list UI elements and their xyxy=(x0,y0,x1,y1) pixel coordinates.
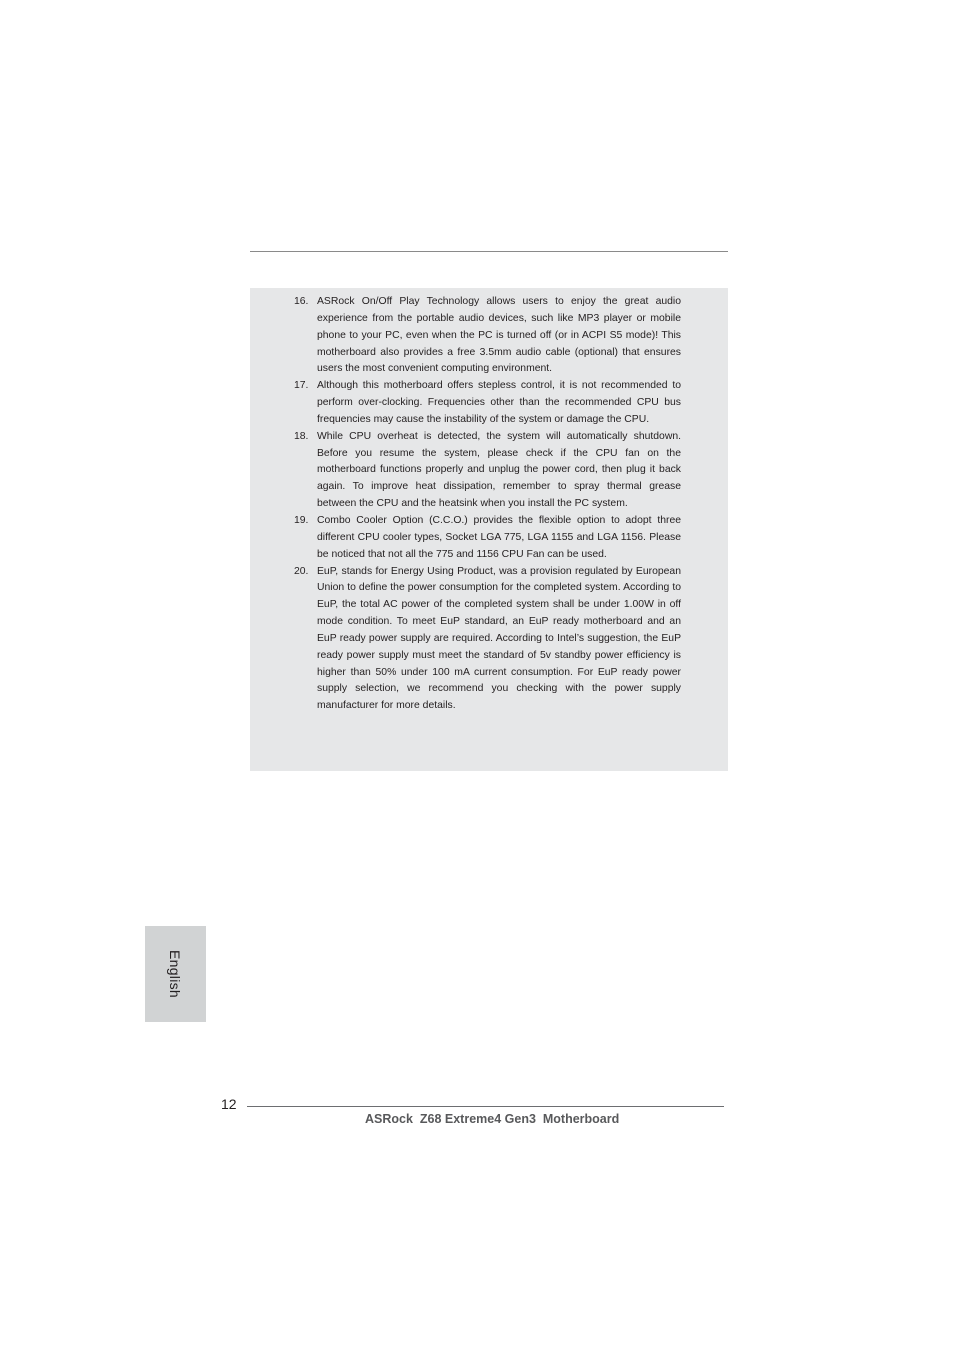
notes-panel xyxy=(250,288,728,771)
note-text: EuP, stands for Energy Using Product, was a provision regulated by European Union to define the power consumption for the completed system. According to EuP, the total AC power of the completed system shall be under 1.00W in off mode condition. To meet EuP standard, an EuP ready motherboard and an EuP ready power supply are required. According to Intel’s suggestion, the EuP ready power supply must meet the standard of 5v standby power efficiency is higher than 50% under 100 mA current consumption. For EuP ready power supply selection, we recommend you checking with the power supply manufacturer for more details. xyxy=(317,565,681,712)
note-item-19 xyxy=(294,513,681,564)
note-item-18 xyxy=(294,429,681,513)
footer-title: ASRock Z68 Extreme4 Gen3 Motherboard xyxy=(365,1112,620,1126)
note-number: 16. xyxy=(294,296,309,307)
note-number: 19. xyxy=(294,514,309,526)
note-text: Although this motherboard offers stepless control, it is not recommended to perform over-clocking. Frequencies other than the recommended CPU bus frequencies may cause the instability of the system or damage the CPU. xyxy=(317,380,681,425)
header-divider xyxy=(250,251,728,252)
note-item-20 xyxy=(294,564,681,716)
note-text: Combo Cooler Option (C.C.O.) provides the flexible option to adopt three different CPU cooler types, Socket LGA 775, LGA 1155 and LGA 1156. Please be noticed that not all the 775 and 1156 CPU Fan can be used. xyxy=(317,514,681,560)
language-label: English xyxy=(167,949,183,999)
note-item-16 xyxy=(294,294,681,378)
note-item-17 xyxy=(294,378,681,429)
note-text: ASRock On/Off Play Technology allows users to enjoy the great audio experience from the portable audio devices, such like MP3 player or mobile phone to your PC, even when the PC is turned off (or in ACPI S5 mode)! This motherboard also provides a free 3.5mm audio cable (optional) that ensures users the most convenient computing environment. xyxy=(317,296,681,375)
note-number: 18. xyxy=(294,430,309,442)
notes-list xyxy=(294,294,681,715)
page-number: 12 xyxy=(221,1096,237,1112)
footer-divider xyxy=(247,1106,724,1107)
note-text: While CPU overheat is detected, the system will automatically shutdown. Before you resume the system, please check if the CPU fan on the motherboard functions properly and unplug the power cord, then plug it back again. To improve heat dissipation, remember to spray thermal grease between the CPU and the heatsink when you install the PC system. xyxy=(317,430,681,510)
note-number: 20. xyxy=(294,565,309,577)
language-side-tab xyxy=(145,926,206,1022)
note-number: 17. xyxy=(294,380,309,392)
